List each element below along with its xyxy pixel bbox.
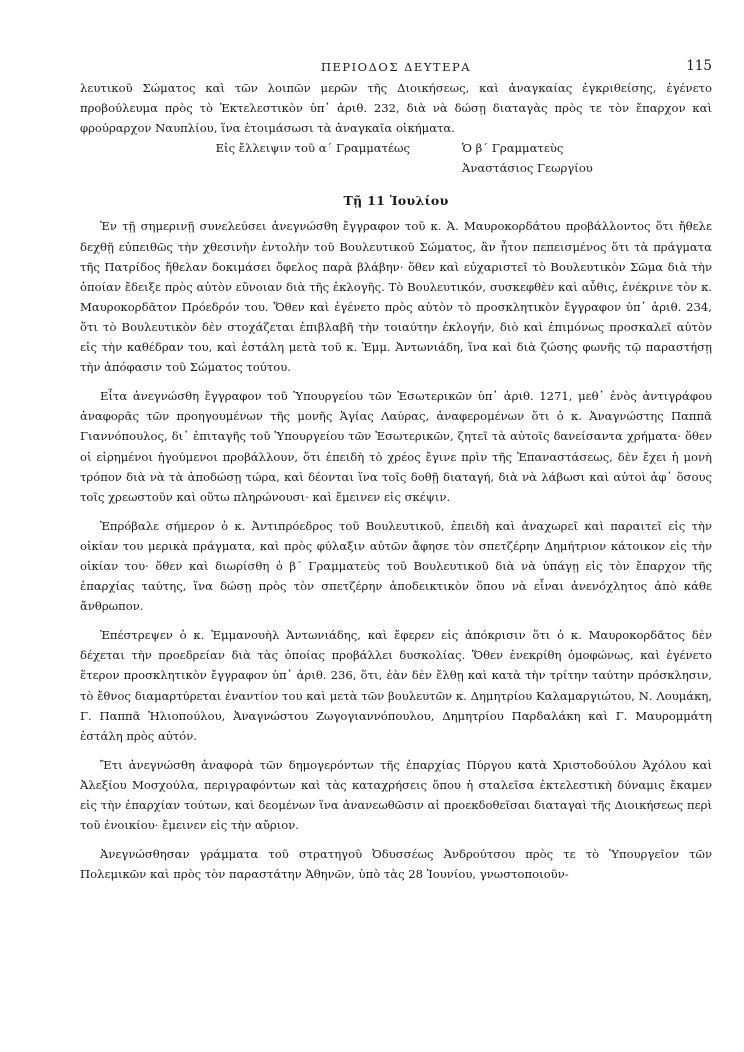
date-heading: Τῇ 11 Ἰουλίου <box>343 193 449 209</box>
paragraph-6: Ἀνεγνώσθησαν γράμματα τοῦ στρατηγοῦ Ὀδυσσέως Ἀνδρούτσου πρὸς τε τὸ Ὑπουργεῖον τῶν Πολεμικῶν καὶ πρὸς τὸν παραστάτην Ἀθηνῶν, ὑπὸ τὰς 28 Ἰουνίου, γνωστοποιοῦν- <box>80 847 712 882</box>
running-title: ΠΕΡΙΟΔΟΣ ΔΕΥΤΕΡΑ <box>320 60 472 74</box>
paragraph-5: Ἔτι ἀνεγνώσθη ἀναφορὰ τῶν δημογερόντων τῆς ἐπαρχίας Πύργου κατὰ Χριστοδούλου Ἀχόλου καὶ Ἀλεξίου Μοσχούλα, περιγραφόντων καὶ τὰς καταχρήσεις ὅπου ἡ σταλεῖσα ἐκτελεστικὴ δύναμις ἔκαμεν εἰς τὴν ἐπαρχίαν τούτων, καὶ δεομένων ἵνα ἀνανεωθῶσιν αἱ προεκδοθεῖσαι διαταγαὶ τῆς Διοικήσεως περὶ τοῦ ἐνοικίου· ἔμεινεν εἰς τὴν αὔριον. <box>80 757 712 833</box>
signature-block <box>80 138 712 158</box>
paragraph-4: Ἐπέστρεψεν ὁ κ. Ἐμμανουὴλ Ἀντωνιάδης, καὶ ἔφερεν εἰς ἀπόκρισιν ὅτι ὁ κ. Μαυροκορδᾶτος δὲν δέχεται τὴν προεδρείαν διὰ τὰς ὁποίας προβάλλει δυσκολίας. Ὅθεν ἐνεκρίθη ὁμοφώνως, καὶ ἐγένετο ἕτερον προσκλητικὸν ἔγγραφον ὑπ᾿ ἀριθ. 236, ὅτι, ἐὰν δὲν ἔλθῃ καὶ κατὰ τὴν τρίτην ταύτην πρόσκλησιν, τὸ ἔθνος διαμαρτύρεται ἐναντίον του καὶ μετὰ τῶν βουλευτῶν κ. Δημητρίου Καλαμαργιώτου, Ν. Λουμάκη, Γ. Παππᾶ Ἡλιοπούλου, Ἀναγνώστου Ζωγογιαννόπουλου, Δημητρίου Παρδαλάκη καὶ Γ. Μαυρομμάτη ἐστάλη πρὸς αὐτόν. <box>80 628 712 743</box>
signature-name-row <box>80 158 712 178</box>
signature-right-title: Ὁ β΄ Γραμματεὺς <box>462 141 564 156</box>
page-number: 115 <box>686 58 712 74</box>
document-body <box>80 78 712 884</box>
signature-left: Εἰς ἔλλειψιν τοῦ α΄ Γραμματέως <box>215 141 410 156</box>
opening-paragraph: λευτικοῦ Σώματος καὶ τῶν λοιπῶν μερῶν τῆς Διοικήσεως, καὶ ἀναγκαίας ἐγκριθείσης, ἐγένετο προβούλευμα πρὸς τὸ Ἐκτελεστικὸν ὑπ᾿ ἀριθ. 232, διὰ νὰ δώσῃ διαταγὰς πρὸς τε τὸν ἔπαρχον καὶ φρούραρχον Ναυπλίου, ἵνα ἑτοιμάσωσι τὰ ἀναγκαῖα οἰκήματα. <box>80 81 712 136</box>
paragraph-1: Ἐν τῇ σημερινῇ συνελεύσει ἀνεγνώσθη ἔγγραφον τοῦ κ. Ἀ. Μαυροκορδάτου προβάλλοντος ὅτι ἤθελε δεχθῇ εὐπειθῶς τὴν χθεσινὴν ἐντολὴν τοῦ Βουλευτικοῦ Σώματος, ἂν ἦτον πεπεισμένος ὅτι τὰ πράγματα τῆς Πατρίδος ἤθελαν δοκιμάσει ὄφελος παρὰ βλάβην· ὅθεν καὶ εὐχαριστεῖ τὸ Βουλευτικὸν Σῶμα διὰ τὴν ὁποίαν ἔδειξε πρὸς αὐτὸν εὔνοιαν διὰ τῆς ἐκλογῆς. Τὸ Βουλευτικόν, συσκεφθὲν καὶ αὖθις, ἐνέκρινε τὸν κ. Μαυροκορδᾶτον Πρόεδρόν του. Ὅθεν καὶ ἐγένετο πρὸς αὐτὸν τὸ προσκλητικὸν ἔγγραφον ὑπ᾿ ἀριθ. 234, ὅτι τὸ Βουλευτικὸν δὲν στοχάζεται ἐπιβλαβῆ τὴν τοιαύτην ἐκλογήν, διὸ καὶ ἐπιμόνως προσκαλεῖ αὐτὸν εἰς τὴν καθέδραν του, καὶ ἐστάλη μετὰ τοῦ κ. Ἐμμ. Ἀντωνιάδη, ἵνα καὶ διὰ ζώσης φωνῆς τῷ παραστήσῃ τὴν ἀπόφασιν τοῦ Σώματος τούτου. <box>80 219 712 375</box>
paragraph-3: Ἐπρόβαλε σήμερον ὁ κ. Ἀντιπρόεδρος τοῦ Βουλευτικοῦ, ἐπειδὴ καὶ ἀναχωρεῖ καὶ παραιτεῖ εἰς τὴν οἰκίαν του μερικὰ πράγματα, καὶ πρὸς φύλαξιν αὐτῶν ἄφησε τὸν σπετζέρην Δημήτριον κάτοικον εἰς τὴν οἰκίαν του· ὅθεν καὶ διωρίσθη ὁ β΄ Γραμματεὺς τοῦ Βουλευτικοῦ διὰ νὰ ὑπάγῃ εἰς τὸν ἔπαρχον τῆς ἐπαρχίας ταύτης, ἵνα δώσῃ πρὸς τὸν σπετζέρην ἀποδεικτικὸν ὅπου νὰ εἶναι ἀνενόχλητος ἀπὸ κάθε ἄνθρωπον. <box>80 518 712 614</box>
paragraph-2: Εἶτα ἀνεγνώσθη ἔγγραφον τοῦ Ὑπουργείου τῶν Ἐσωτερικῶν ὑπ᾿ ἀριθ. 1271, μεθ᾿ ἑνὸς ἀντιγράφου ἀναφορᾶς τῶν προηγουμένων τῆς μονῆς Ἁγίας Λαύρας, ἀναφερομένων ὅτι ὁ κ. Ἀναγνώστης Παππᾶ Γιαννόπουλος, δι᾿ ἐπιταγῆς τοῦ Ὑπουργείου τῶν Ἐσωτερικῶν, ζητεῖ τὰ αὐτοῖς δανείσαντα χρήματα· ὅθεν οἱ εἰρημένοι ἡγούμενοι προβάλλουν, ὅτι ἐπειδὴ τὸ χρέος ἔγινε πρὶν τῆς Ἐπαναστάσεως, δὲν ἔχει ἡ μονὴ τρόπον διὰ νὰ τὰ ἀποδώσῃ τώρα, καὶ δέονται ἵνα τοῖς δοθῇ διαταγή, διὰ νὰ λάβωσι καὶ αὐτοὶ ἀφ᾿ ὅσους τοῖς χρεωστοῦν καὶ οὕτω πληρώνουσι· καὶ ἔμεινεν εἰς σκέψιν. <box>80 389 712 504</box>
page-header <box>80 58 712 78</box>
signature-right-name: Ἀναστάσιος Γεωργίου <box>462 161 593 176</box>
